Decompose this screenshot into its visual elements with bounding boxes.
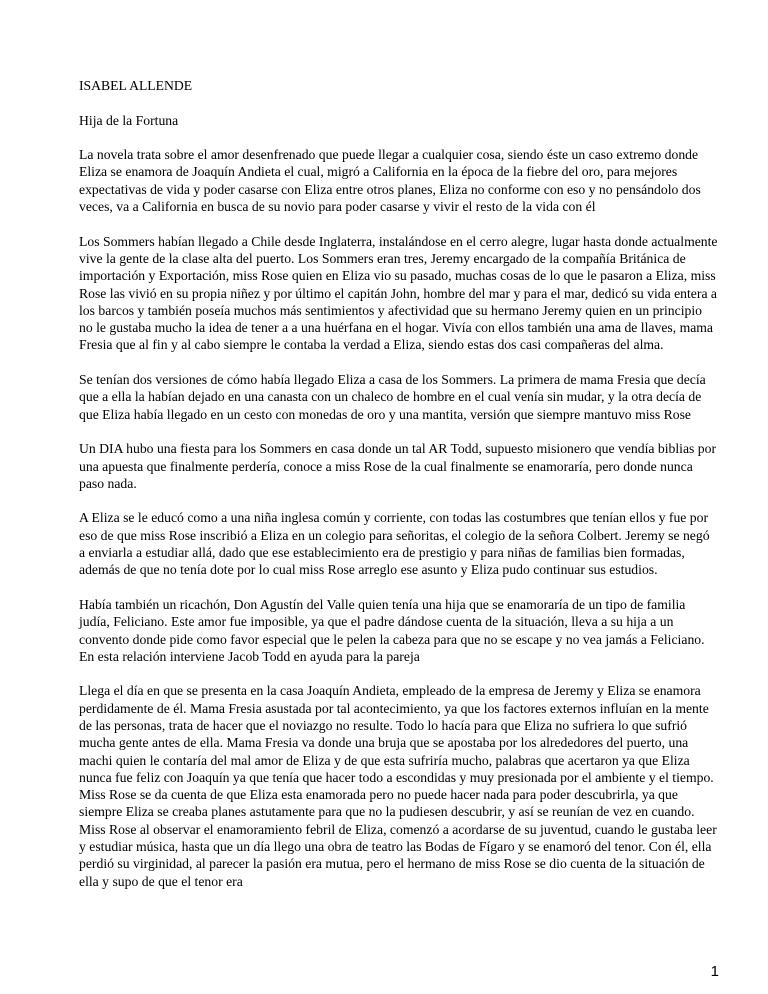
- paragraph-7: Llega el día en que se presenta en la casa Joaquín Andieta, empleado de la empresa de Jeremy y Eliza se enamora perdidamente de él. Mama Fresia asustada por tal acontecimiento, ya que los factores externos influían en la mente de las personas, trata de hacer que el noviazgo no resulte. Todo lo hacía para que Eliza no sufriera lo que sufrió mucha gente antes de ella. Mama Fresia va donde una bruja que se apostaba por los alrededores del puerto, una machi quien le contaría del mal amor de Eliza y de que esta sufriría mucho, palabras que acertaron ya que Eliza nunca fue feliz con Joaquín ya que tenía que hacer todo a escondidas y muy presionada por el ambiente y el tiempo. Miss Rose se da cuenta de que Eliza esta enamorada pero no puede hacer nada para poder descubrirla, ya que siempre Eliza se creaba planes astutamente para que no la pudiesen descubrir, y así se reunían de vez en cuando. Miss Rose al observar el enamoramiento febril de Eliza, comenzó a acordarse de su juventud, cuando le gustaba leer y estudiar música, hasta que un día llego una obra de teatro las Bodas de Fígaro y se enamoró del tenor. Con él, ella perdió su virginidad, al parecer la pasión era mutua, pero el hermano de miss Rose se dio cuenta de la situación de ella y supo de que el tenor era: [79, 683, 717, 889]
- author-line: ISABEL ALLENDE: [79, 78, 193, 93]
- page-number: 1: [710, 963, 719, 980]
- paragraph-2: Los Sommers habían llegado a Chile desde Inglaterra, instalándose en el cerro alegre, lugar hasta donde actualmente vive la gente de la clase alta del puerto. Los Sommers eran tres, Jeremy encargado de la compañía Británica de importación y Exportación, miss Rose quien en Eliza vio su pasado, muchas cosas de lo que le pasaron a Eliza, miss Rose las vivió en su propia niñez y por último el capitán John, hombre del mar y para el mar, dedicó su vida entera a los barcos y también poseía muchos más sentimientos y afectividad que su hermano Jeremy quien en un principio no le gustaba mucho la idea de tener a a una huérfana en el hogar. Vivía con ellos también una ama de llaves, mama Fresia que al fin y al cabo siempre le contaba la verdad a Eliza, siendo estas dos casi compañeras del alma.: [79, 233, 718, 353]
- document-page: [79, 77, 719, 907]
- paragraph-3: Se tenían dos versiones de cómo había llegado Eliza a casa de los Sommers. La primera de mama Fresia que decía que a ella la habían dejado en una canasta con un chaleco de hombre en el cual venía sin mudar, y la otra decía de que Eliza había llegado en un cesto con monedas de oro y una mantita, versión que siempre mantuvo miss Rose: [79, 372, 706, 422]
- paragraph-6: Había también un ricachón, Don Agustín del Valle quien tenía una hija que se enamoraría de un tipo de familia judía, Feliciano. Este amor fue imposible, ya que el padre dándose cuenta de la situación, lleva a su hija a un convento donde pide como favor especial que le pelen la cabeza para que no se escape y no vea jamás a Feliciano. En esta relación interviene Jacob Todd en ayuda para la pareja: [79, 596, 705, 664]
- book-title: Hija de la Fortuna: [79, 112, 179, 128]
- paragraph-4: Un DIA hubo una fiesta para los Sommers en casa donde un tal AR Todd, supuesto misionero que vendía biblias por una apuesta que finalmente perdería, conoce a miss Rose de la cual finalmente se enamoraría, pero donde nunca paso nada.: [79, 441, 717, 491]
- paragraph-1: La novela trata sobre el amor desenfrenado que puede llegar a cualquier cosa, siendo éste un caso extremo donde Eliza se enamora de Joaquín Andieta el cual, migró a California en la época de la fiebre del oro, para mejores expectativas de vida y poder casarse con Eliza entre otros planes, Eliza no conforme con eso y no pensándolo dos veces, va a California en busca de su novio para poder casarse y vivir el resto de la vida con él: [79, 147, 701, 215]
- paragraph-5: A Eliza se le educó como a una niña inglesa común y corriente, con todas las costumbres que tenían ellos y fue por eso de que miss Rose inscribió a Eliza en un colegio para señoritas, el colegio de la señora Colbert. Jeremy se negó a enviarla a estudiar allá, dado que ese establecimiento era de prestigio y para niñas de familias bien formadas, además de que no tenía dote por lo cual miss Rose arreglo ese asunto y Eliza pudo continuar sus estudios.: [79, 510, 710, 578]
